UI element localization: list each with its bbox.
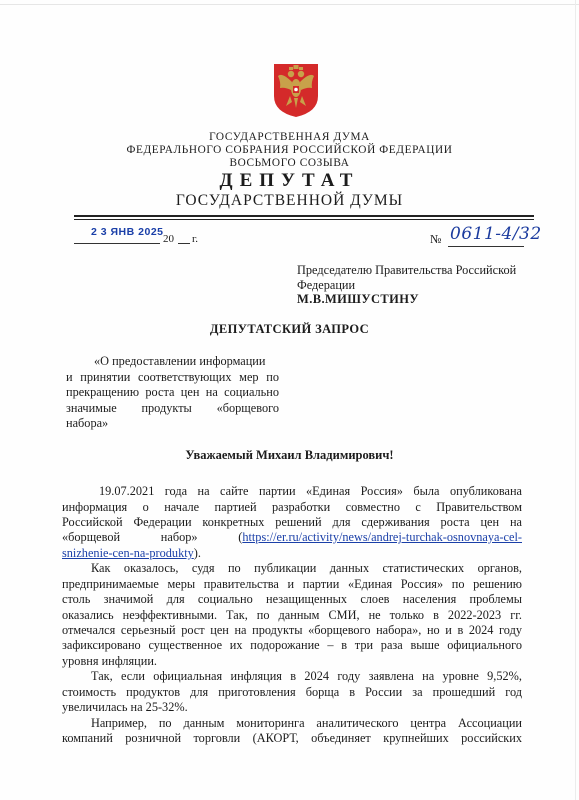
addressee-line-2: Федерации	[297, 278, 356, 292]
source-link-part-2[interactable]: snizhenie-cen-na-produkty	[62, 546, 194, 560]
p2-line-3: столь значимой для социально незащищенных слоев населения проблемы	[62, 592, 522, 606]
p4-line-2: компаний розничной торговли (АКОРТ, объединяет крупнейших российских	[62, 731, 522, 745]
deputy-title: ДЕПУТАТ	[219, 170, 360, 191]
date-century: 20	[163, 233, 174, 245]
number-label: №	[430, 232, 442, 246]
date-line	[74, 243, 160, 244]
header-rule-top	[74, 215, 534, 217]
p1-line-2: информация о начале партией разработки совместно с Правительством	[62, 500, 522, 514]
date-year-suffix: г.	[192, 233, 199, 245]
page-edge-top	[0, 4, 579, 5]
p3-line-3: увеличилась на 25-32%.	[62, 700, 188, 714]
p2-line-7: уровня инфляции.	[62, 654, 157, 668]
number-line	[448, 246, 524, 247]
addressee-name: М.В.МИШУСТИНУ	[297, 292, 419, 306]
subject-line-4: значимые продукты «борщевого	[66, 401, 279, 415]
page-edge-right	[575, 0, 576, 800]
p1-line-1: 19.07.2021 года на сайте партии «Единая Россия» была опубликована	[99, 484, 522, 498]
request-title: ДЕПУТАТСКИЙ ЗАПРОС	[209, 322, 370, 336]
outgoing-number: 0611-4/32	[450, 224, 542, 244]
p2-line-6: зафиксировано существенное их подорожание – в три раза выше официального	[62, 638, 522, 652]
addressee-line-1: Председателю Правительства Российской	[297, 263, 517, 277]
p1-line-4-text: «борщевой набор» (	[62, 530, 243, 544]
org-line-3: ВОСЬМОГО СОЗЫВА	[229, 157, 350, 169]
p2-line-4: оказались неэффективными. Так, по данным СМИ, не только в 2022-2023 гг.	[62, 608, 522, 622]
p4-line-1: Например, по данным мониторинга аналитического центра Ассоциации	[91, 716, 522, 730]
deputy-subtitle: ГОСУДАРСТВЕННОЙ ДУМЫ	[175, 192, 404, 209]
p1-line-5-text: ).	[193, 546, 201, 560]
subject-line-1: «О предоставлении информации	[94, 354, 266, 368]
org-line-2: ФЕДЕРАЛЬНОГО СОБРАНИЯ РОССИЙСКОЙ ФЕДЕРАЦИИ	[126, 144, 453, 156]
header-rule-bottom	[74, 219, 534, 220]
p3-line-2: стоимость продуктов для приготовления борща в России за прошедший год	[62, 685, 522, 699]
p1-line-3: Российской Федерации конкретных решений для сдерживания роста цен на	[62, 515, 522, 529]
p2-line-2: предпринимаемые меры правительства и партии «Единая Россия» по решению	[62, 577, 522, 591]
subject-line-2: и принятии соответствующих мер по	[66, 370, 279, 384]
p2-line-1: Как оказалось, судя по публикации данных статистических органов,	[91, 561, 522, 575]
source-link-part-1[interactable]: https://er.ru/activity/news/andrej-turchak-osnovnaya-cel-	[242, 530, 522, 544]
p3-line-1: Так, если официальная инфляция в 2024 году заявлена на уровне 9,52%,	[91, 669, 522, 683]
date-year-line	[178, 243, 190, 244]
subject-line-5: набора»	[66, 416, 109, 430]
coat-of-arms-emblem	[272, 62, 320, 118]
salutation: Уважаемый Михаил Владимирович!	[185, 448, 394, 462]
date-stamp: 2 3 ЯНВ 2025	[91, 226, 164, 238]
p1-line-5	[62, 546, 522, 561]
subject-line-3: прекращению роста цен на социально	[66, 385, 279, 399]
org-line-1: ГОСУДАРСТВЕННАЯ ДУМА	[209, 131, 370, 143]
p1-line-4	[62, 530, 522, 545]
p2-line-5: отмечался серьезный рост цен на продукты «борщевого набора», но и в 2024 году	[62, 623, 522, 637]
